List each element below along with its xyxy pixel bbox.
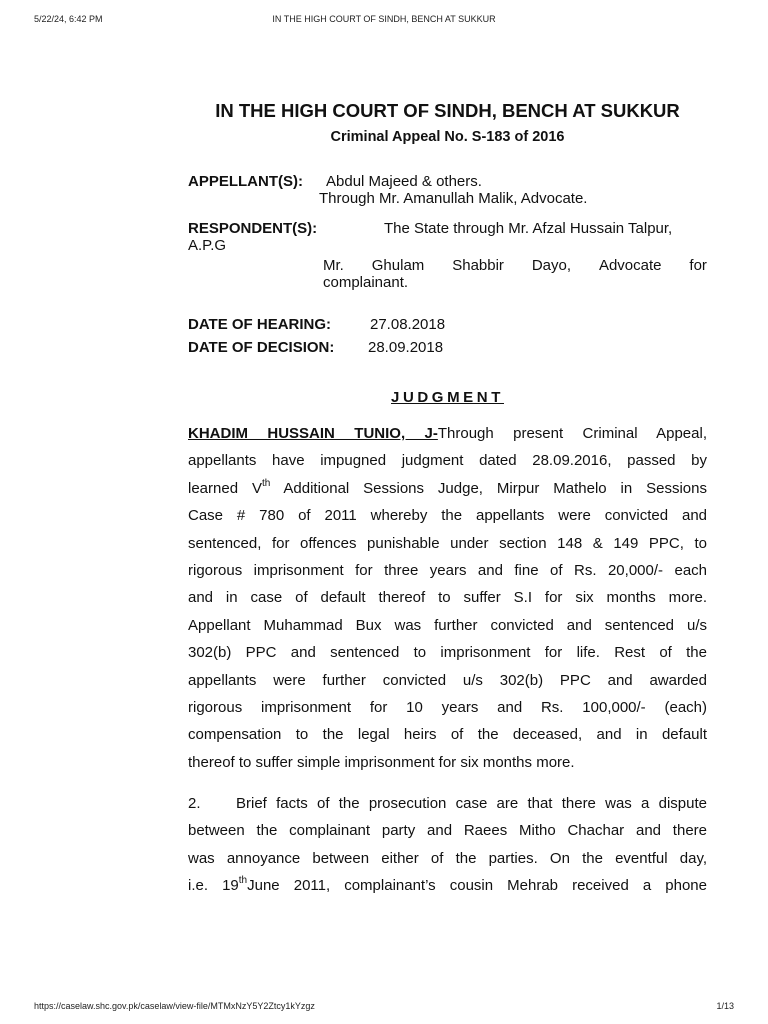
paragraph-line: 302(b) PPC and sentenced to imprisonment for life. Rest of the xyxy=(188,644,707,662)
paragraph-line: sentenced, for offences punishable under section 148 & 149 PPC, to xyxy=(188,534,707,552)
paragraph-line: rigorous imprisonment for 10 years and Rs. 100,000/- (each) xyxy=(188,698,707,716)
paragraph-2 xyxy=(188,790,707,900)
decision-label: DATE OF DECISION: xyxy=(188,339,335,356)
appellants-name: Abdul Majeed & others. xyxy=(326,173,482,190)
paragraph-line: thereof to suffer simple imprisonment for six months more. xyxy=(188,753,575,771)
print-page-number: 1/13 xyxy=(716,1001,734,1011)
line-text: learned V xyxy=(188,479,262,497)
print-datetime: 5/22/24, 6:42 PM xyxy=(34,14,103,24)
paragraph-line: between the complainant party and Raees Mitho Chachar and there xyxy=(188,822,707,840)
respondents-counsel-line1 xyxy=(323,257,707,274)
paragraph-line: compensation to the legal heirs of the deceased, and in default xyxy=(188,726,707,744)
line-text: Additional Sessions Judge, Mirpur Mathelo in Sessions xyxy=(270,479,707,497)
counsel-word: Ghulam xyxy=(371,257,425,274)
court-title: IN THE HIGH COURT OF SINDH, BENCH AT SUKKUR xyxy=(215,100,680,121)
judgment-heading: JUDGMENT xyxy=(391,389,504,406)
respondents-line2: A.P.G xyxy=(188,237,227,254)
counsel-word: Dayo, xyxy=(531,257,572,274)
counsel-word: Advocate xyxy=(598,257,662,274)
line-text: i.e. 19 xyxy=(188,877,239,895)
line-text: June 2011, complainant’s cousin Mehrab received a phone xyxy=(247,877,707,895)
respondents-label: RESPONDENT(S): xyxy=(188,220,318,237)
paragraph-line: Appellant Muhammad Bux was further convicted and sentenced u/s xyxy=(188,616,707,634)
paragraph-line: rigorous imprisonment for three years and fine of Rs. 20,000/- each xyxy=(188,561,707,579)
paragraph-line: and in case of default thereof to suffer S.I for six months more. xyxy=(188,589,707,607)
paragraph-line xyxy=(188,872,707,899)
appellants-counsel: Through Mr. Amanullah Malik, Advocate. xyxy=(319,190,588,207)
judge-name: KHADIM HUSSAIN TUNIO, J- xyxy=(188,425,438,442)
counsel-word: Shabbir xyxy=(452,257,504,274)
hearing-date: 27.08.2018 xyxy=(370,316,446,333)
paragraph-number: 2. xyxy=(188,795,201,812)
paragraph-line xyxy=(188,475,707,502)
decision-date: 28.09.2018 xyxy=(368,339,444,356)
paragraph-line xyxy=(188,420,707,447)
hearing-label: DATE OF HEARING: xyxy=(188,316,332,333)
appellants-block xyxy=(188,173,303,190)
print-header-title: IN THE HIGH COURT OF SINDH, BENCH AT SUKKUR xyxy=(272,14,496,24)
paragraph-line: was annoyance between either of the parties. On the eventful day, xyxy=(188,849,707,867)
paragraph-line: appellants have impugned judgment dated 28.09.2016, passed by xyxy=(188,452,707,470)
line-text: Through present Criminal Appeal, xyxy=(437,425,707,442)
line-text: Brief facts of the prosecution case are that there was a dispute xyxy=(236,795,707,812)
case-number: Criminal Appeal No. S-183 of 2016 xyxy=(330,129,565,145)
ordinal-suffix: th xyxy=(261,477,271,489)
print-footer-url: https://caselaw.shc.gov.pk/caselaw/view-file/MTMxNzY5Y2Ztcy1kYzgz xyxy=(34,1001,315,1011)
paragraph-1 xyxy=(188,420,707,776)
respondents-counsel-line2: complainant. xyxy=(323,274,409,291)
counsel-word: Mr. xyxy=(323,257,344,274)
ordinal-suffix: th xyxy=(238,875,248,887)
paragraph-line: appellants were further convicted u/s 302(b) PPC and awarded xyxy=(188,671,707,689)
paragraph-line xyxy=(188,790,707,817)
appellants-label: APPELLANT(S): xyxy=(188,173,303,190)
paragraph-line: Case # 780 of 2011 whereby the appellants were convicted and xyxy=(188,507,707,525)
counsel-word: for xyxy=(689,257,707,274)
respondents-line1: The State through Mr. Afzal Hussain Talpur, xyxy=(384,220,673,237)
